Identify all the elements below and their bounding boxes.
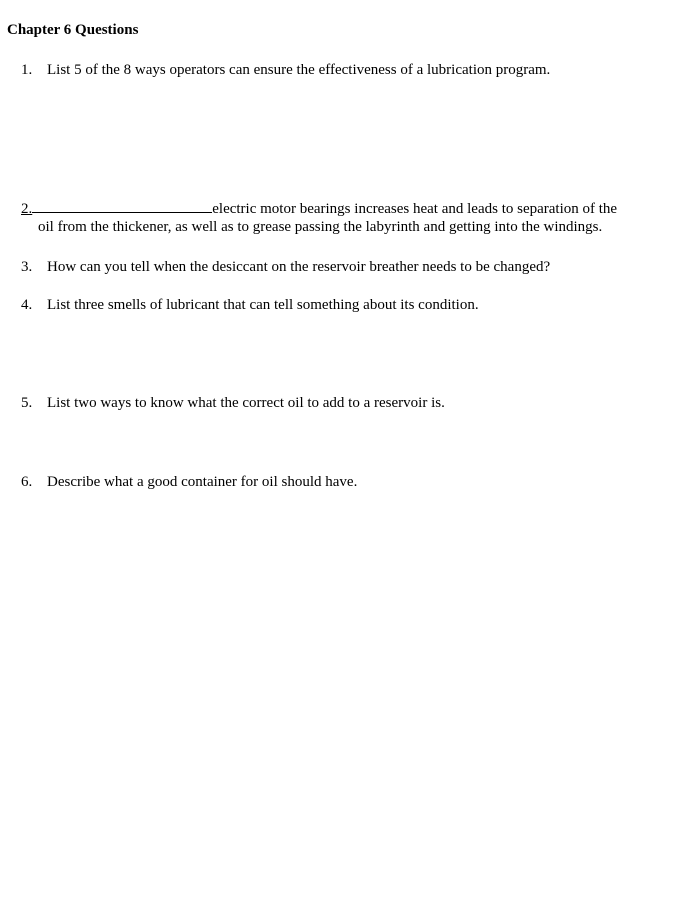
question-text-line2: oil from the thickener, as well as to grease passing the labyrinth and getting into the windings. [38,219,603,235]
question-number: 3. [21,259,33,275]
page-title: Chapter 6 Questions [7,22,139,38]
answer-blank [32,198,212,213]
question-6 [21,473,357,492]
question-text: List 5 of the 8 ways operators can ensure the effectiveness of a lubrication program. [47,62,551,78]
question-number: 6. [21,474,33,490]
question-4 [21,296,479,315]
question-number: 4. [21,297,33,313]
question-number: 2. [21,201,33,217]
question-text: Describe what a good container for oil should have. [47,474,358,490]
question-5 [21,394,445,413]
question-3 [21,258,550,277]
question-text: List three smells of lubricant that can tell something about its condition. [47,297,479,313]
question-number: 1. [21,62,33,78]
question-number: 5. [21,395,33,411]
question-2 [21,198,681,235]
question-1 [21,61,550,80]
question-text: List two ways to know what the correct oil to add to a reservoir is. [47,395,445,411]
question-text-line1: electric motor bearings increases heat and leads to separation of the [212,201,618,217]
question-text: How can you tell when the desiccant on the reservoir breather needs to be changed? [47,259,551,275]
